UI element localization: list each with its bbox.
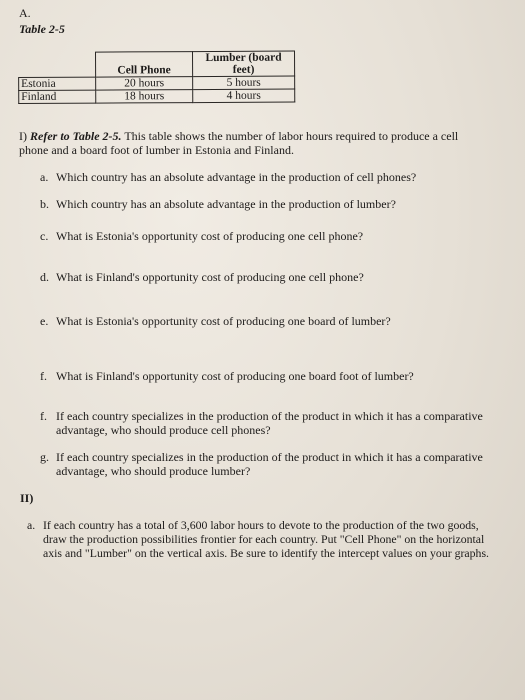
- question-label: a.: [27, 518, 36, 532]
- question-item: [40, 197, 396, 211]
- question-text: What is Estonia's opportunity cost of producing one cell phone?: [56, 229, 364, 243]
- section-letter: A.: [19, 6, 31, 20]
- table-caption: Table 2-5: [19, 22, 65, 36]
- question-item: [40, 450, 483, 478]
- question-text: Which country has an absolute advantage in the production of lumber?: [56, 197, 396, 211]
- part-two-text-line2: draw the production possibilities frontier for each country. Put "Cell Phone" on the horizontal: [43, 532, 485, 546]
- question-text: What is Estonia's opportunity cost of producing one board of lumber?: [56, 314, 391, 328]
- question-label: g.: [40, 450, 49, 464]
- labor-hours-table: [18, 51, 295, 104]
- question-text: What is Finland's opportunity cost of producing one cell phone?: [56, 270, 364, 284]
- question-text-line2: advantage, who should produce cell phones?: [56, 423, 271, 437]
- question-item: [40, 314, 391, 328]
- question-label: c.: [40, 229, 49, 243]
- table-cell: 4 hours: [193, 89, 295, 103]
- question-label: f.: [40, 409, 47, 423]
- table-header-row: [19, 51, 295, 77]
- table-corner-cell: [19, 52, 96, 77]
- question-item: [40, 369, 414, 383]
- question-item: [40, 409, 483, 437]
- question-label: b.: [40, 197, 49, 211]
- intro-text-line1: This table shows the number of labor hours required to produce a cell: [124, 129, 459, 143]
- part-two-number: II): [20, 491, 34, 505]
- question-text: What is Finland's opportunity cost of producing one board foot of lumber?: [56, 369, 414, 383]
- question-text-line1: If each country specializes in the production of the product in which it has a comparative: [56, 450, 483, 464]
- table-reference: Refer to Table 2-5.: [30, 129, 122, 143]
- row-header-country: Estonia: [19, 77, 96, 90]
- question-label: a.: [40, 170, 49, 184]
- part-two-text-line3: axis and "Lumber" on the vertical axis. Be sure to identify the intercept values on your graphs.: [43, 546, 489, 560]
- table-cell: 20 hours: [96, 77, 193, 91]
- question-item: [40, 170, 416, 184]
- question-label: d.: [40, 270, 49, 284]
- question-label: f.: [40, 369, 47, 383]
- column-header-cell-phone: Cell Phone: [96, 52, 193, 78]
- question-item: [40, 229, 363, 243]
- part-two-text-line1: If each country has a total of 3,600 labor hours to devote to the production of the two goods,: [43, 518, 479, 532]
- question-text: Which country has an absolute advantage in the production of cell phones?: [56, 170, 417, 184]
- table-cell: 18 hours: [96, 90, 193, 104]
- question-label: e.: [40, 314, 49, 328]
- problem-intro: [19, 129, 458, 157]
- table-row: [19, 76, 295, 90]
- table-cell: 5 hours: [193, 76, 295, 90]
- problem-number: I): [19, 129, 27, 143]
- row-header-country: Finland: [19, 90, 96, 103]
- question-text-line2: advantage, who should produce lumber?: [56, 464, 251, 478]
- column-header-lumber: Lumber (board feet): [193, 51, 295, 77]
- part-two-question: [27, 518, 489, 560]
- question-text-line1: If each country specializes in the production of the product in which it has a comparative: [56, 409, 483, 423]
- intro-text-line2: phone and a board foot of lumber in Estonia and Finland.: [19, 143, 294, 157]
- question-item: [40, 270, 364, 284]
- table-row: [19, 89, 295, 103]
